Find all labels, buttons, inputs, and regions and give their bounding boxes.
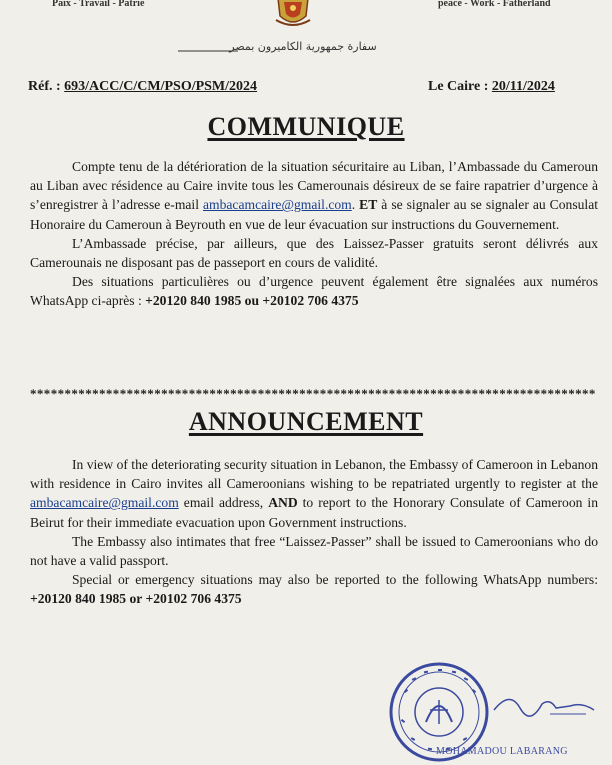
french-email-link[interactable]: ambacamcaire@gmail.com [202,197,352,213]
handwritten-signature-icon [490,684,600,724]
english-paragraph-3: Special or emergency situations may also be reported to the following WhatsApp numbers: +20120 840 1985 or +20102 706 4375 [30,572,598,607]
english-title: ANNOUNCEMENT [188,407,424,436]
coat-of-arms-icon [270,0,316,30]
motto-french: Paix - Travail - Patrie [52,0,145,9]
french-whatsapp-numbers: +20120 840 1985 ou +20102 706 4375 [145,293,359,309]
date-label: Le Caire : [428,79,489,94]
arabic-heading-text: سفارة جمهورية الكاميرون بمصر [229,40,377,53]
french-paragraph-3: Des situations particulières ou d’urgence peuvent également être signalées aux numéros WhatsApp ci-après : +20120 840 1985 ou +20102 706 4375 [30,274,598,309]
reference-value: 693/ACC/C/CM/PSO/PSM/2024 [64,79,258,94]
section-separator: ********************************************************************************** [30,386,596,401]
french-paragraph-2: L’Ambassade précise, par ailleurs, que des Laissez-Passer gratuits seront délivrés aux Camerounais ne disposant pas de passeport en cours de validité. [30,235,598,271]
date-value: 20/11/2024 [491,79,555,94]
french-paragraph-1: Compte tenu de la détérioration de la situation sécuritaire au Liban, l’Ambassade du Cameroun au Liban avec résidence au Caire invite tous les Camerounais désireux de se faire rapatrier d’urgence à s’enregistrer à l’adresse e-mail ambacamcaire@gmail.com. ET à se signaler au se signaler au Consulat Honoraire du Cameroun à Beyrouth en vue de leur évacuation sur instructions du Gouvernement. [30,159,599,232]
motto-english: peace - Work - Fatherland [438,0,551,9]
english-paragraph-2: The Embassy also intimates that free “Laissez-Passer” shall be issued to Cameroonians who do not have a valid passport. [30,533,598,569]
french-body [30,157,598,311]
english-paragraph-1: In view of the deteriorating security situation in Lebanon, the Embassy of Cameroon in Lebanon with residence in Cairo invites all Cameroonians wishing to be repatriated urgently to register at the ambacamcaire@gmail.com email address, AND to report to the Honorary Consulate of Cameroon in Beirut for their immediate evacuation upon Government instructions. [30,457,598,530]
dateline [428,79,555,95]
english-body [30,455,598,609]
reference-line [28,79,257,95]
arabic-embassy-heading [178,38,428,54]
french-title: COMMUNIQUE [207,112,405,141]
english-email-link[interactable]: ambacamcaire@gmail.com [30,495,179,511]
english-whatsapp-numbers: +20120 840 1985 or +20102 706 4375 [30,591,242,607]
signer-name: MOHAMADOU LABARANG [436,746,568,757]
reference-label: Réf. : [28,79,61,94]
